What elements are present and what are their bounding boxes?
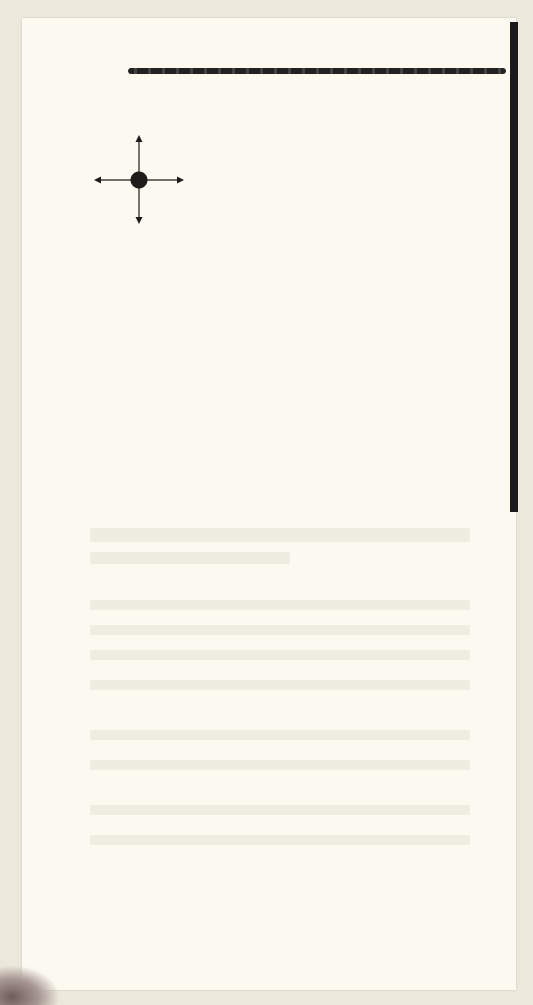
show-through [90,730,470,740]
show-through [90,760,470,770]
show-through [90,528,470,542]
show-through [90,552,290,564]
show-through [90,835,470,845]
show-through [90,805,470,815]
show-through [90,600,470,610]
show-through [90,650,470,660]
joystick-knob [131,172,148,189]
show-through [90,680,470,690]
show-through [90,625,470,635]
joystick-diagram [0,0,533,260]
page-smudge [0,965,60,1005]
